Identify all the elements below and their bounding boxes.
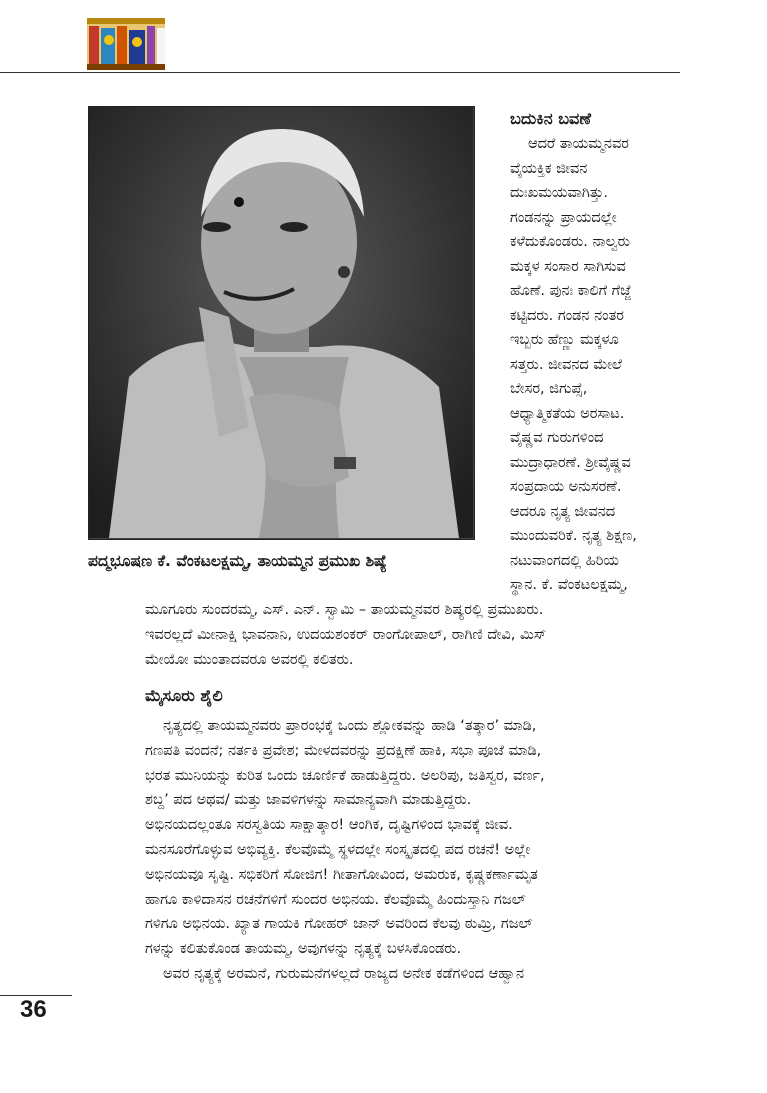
text-line: ಬೇಸರ, ಜಿಗುಪ್ಸೆ, (510, 381, 588, 397)
text-line: ಹಾಗೂ ಕಾಳಿದಾಸನ ರಚನೆಗಳಿಗೆ ಸುಂದರ ಅಭಿನಯ. ಕೆಲವೊಮ್ಮೆ ಹಿಂದುಸ್ತಾನಿ ಗಜಲ್ (145, 891, 526, 908)
photo-caption: ಪದ್ಮಭೂಷಣ ಕೆ. ವೆಂಕಟಲಕ್ಷಮ್ಮ, ತಾಯಮ್ಮನ ಪ್ರಮುಖ ಶಿಷ್ಯೆ (88, 552, 388, 570)
page-number: 36 (20, 996, 47, 1023)
text-line: ಇಬ್ಬರು ಹೆಣ್ಣು ಮಕ್ಕಳೂ (510, 332, 619, 348)
text-line: ವೈಯಕ್ತಿಕ ಜೀವನ (510, 160, 588, 177)
mysore-style-paragraph (145, 714, 685, 987)
text-line: ನೃತ್ಯದಲ್ಲಿ ತಾಯಮ್ಮನವರು ಪ್ರಾರಂಭಕ್ಕೆ ಒಂದು ಶ್ಲೋಕವನ್ನು ಹಾಡಿ ‘ತತ್ಕಾರ’ ಮಾಡಿ, (163, 718, 537, 734)
text-line: ನಟುವಾಂಗದಲ್ಲಿ ಹಿರಿಯ (510, 552, 619, 569)
text-line: ಗಳಿಗೂ ಅಭಿನಯ. ಖ್ಯಾತ ಗಾಯಕಿ ಗೋಹರ್ ಜಾನ್ ಅವರಿಂದ ಕೆಲವು ಠುಮ್ರಿ, ಗಜಲ್ (145, 916, 533, 933)
portrait-photo (88, 106, 475, 540)
text-line: ಕಟ್ಟಿದರು. ಗಂಡನ ನಂತರ (510, 307, 624, 324)
text-line: ಮೇಯೋ ಮುಂತಾದವರೂ ಅವರಲ್ಲಿ ಕಲಿತರು. (145, 651, 354, 668)
header-rule (0, 72, 680, 73)
text-line: ಮಕ್ಕಳ ಸಂಸಾರ ಸಾಗಿಸುವ (510, 258, 626, 275)
text-line: ಗಣಪತಿ ವಂದನೆ; ನರ್ತಕಿ ಪ್ರವೇಶ; ಮೇಳದವರನ್ನು ಪ್ರದಕ್ಷಿಣೆ ಹಾಕಿ, ಸಭಾ ಪೂಜೆ ಮಾಡಿ, (145, 742, 542, 759)
text-line: ಆದರೂ ನೃತ್ಯ ಜೀವನದ (510, 503, 616, 520)
text-line: ವೈಷ್ಣವ ಗುರುಗಳಿಂದ (510, 430, 604, 446)
text-line: ಭರತ ಮುನಿಯನ್ನು ಕುರಿತ ಒಂದು ಚೂರ್ಣಿಕೆ ಹಾಡುತ್ತಿದ್ದರು. ಅಲರಿಪು, ಜತಿಸ್ವರ, ವರ್ಣ, (145, 767, 545, 784)
text-line: ಸ್ಥಾನ. ಕೆ. ವೆಂಕಟಲಕ್ಷಮ್ಮ, (510, 577, 628, 593)
text-line: ಹೊಣೆ. ಪುನಃ ಕಾಲಿಗೆ ಗೆಜ್ಜೆ (510, 283, 632, 299)
text-line: ಆದರೆ ತಾಯಮ್ಮನವರ (528, 136, 629, 152)
text-line: ಮೂಗೂರು ಸುಂದರಮ್ಮ, ಎಸ್. ಎನ್. ಸ್ವಾಮಿ – ತಾಯಮ್ಮನವರ ಶಿಷ್ಯರಲ್ಲಿ ಪ್ರಮುಖರು. (145, 602, 544, 618)
text-line: ಗಳನ್ನು ಕಲಿತುಕೊಂಡ ತಾಯಮ್ಮ, ಅವುಗಳನ್ನು ನೃತ್ಯಕ್ಕೆ ಬಳಸಿಕೊಂಡರು. (145, 941, 462, 958)
text-line: ಆಧ್ಯಾತ್ಮಿಕತೆಯ ಅರಸಾಟ. (510, 405, 625, 422)
text-line: ಕಳೆದುಕೊಂಡರು. ನಾಲ್ವರು (510, 234, 630, 250)
text-line: ಮುದ್ರಾಧಾರಣೆ. ಶ್ರೀವೈಷ್ಣವ (510, 454, 631, 471)
text-line: ಸಂಪ್ರದಾಯ ಅನುಸರಣೆ. (510, 479, 622, 495)
text-line: ಮುಂದುವರಿಕೆ. ನೃತ್ಯ ಶಿಕ್ಷಣ, (510, 528, 637, 544)
header-thumbnail-image (87, 18, 165, 70)
section-heading-mysore-style: ಮೈಸೂರು ಶೈಲಿ (145, 686, 223, 705)
text-line: ದುಃಖಮಯವಾಗಿತ್ತು. (510, 185, 608, 201)
text-line: ಸತ್ತರು. ಜೀವನದ ಮೇಲೆ (510, 356, 622, 373)
text-line: ಗಂಡನನ್ನು ಪ್ರಾಯದಲ್ಲೇ (510, 209, 617, 226)
text-line: ಅಭಿನಯದಲ್ಲಂತೂ ಸರಸ್ವತಿಯ ಸಾಕ್ಷಾತ್ಕಾರ! ಆಂಗಿಕ, ದೃಷ್ಟಿಗಳಿಂದ ಭಾವಕ್ಕೆ ಜೀವ. (145, 817, 513, 834)
continuation-paragraph (145, 598, 685, 672)
text-line: ಇವರಲ್ಲದೆ ಮೀನಾಕ್ಷಿ ಭಾವನಾನಿ, ಉದಯಶಂಕರ್ ರಾಂಗೋಪಾಲ್, ರಾಗಿಣಿ ದೇವಿ, ಮಿಸ್ (145, 626, 547, 643)
text-line: ಅಭಿನಯವೂ ಸೃಷ್ಟಿ. ಸಭಿಕರಿಗೆ ಸೋಜಿಗ! ಗೀತಾಗೋವಿಂದ, ಅಮರುಕ, ಕೃಷ್ಣಕರ್ಣಾಮೃತ (145, 866, 538, 883)
section-heading-struggles: ಬದುಕಿನ ಬವಣೆ (510, 109, 591, 128)
side-column (510, 106, 682, 598)
text-line: ಮನಸೂರೆಗೊಳ್ಳುವ ಅಭಿವ್ಯಕ್ತಿ. ಕೆಲವೊಮ್ಮೆ ಸ್ಥಳದಲ್ಲೇ ಸಂಸ್ಕೃತದಲ್ಲಿ ಪದ ರಚನೆ! ಅಲ್ಲೇ (145, 841, 531, 858)
text-line: ಅವರ ನೃತ್ಯಕ್ಕೆ ಅರಮನೆ, ಗುರುಮನೆಗಳಲ್ಲದೆ ರಾಜ್ಯದ ಅನೇಕ ಕಡೆಗಳಿಂದ ಆಹ್ವಾನ (163, 965, 525, 982)
text-line: ಶಬ್ದ’ ಪದ ಅಥವ/ ಮತ್ತು ಜಾವಳಿಗಳನ್ನು ಸಾಮಾನ್ಯವಾಗಿ ಮಾಡುತ್ತಿದ್ದರು. (145, 792, 472, 809)
